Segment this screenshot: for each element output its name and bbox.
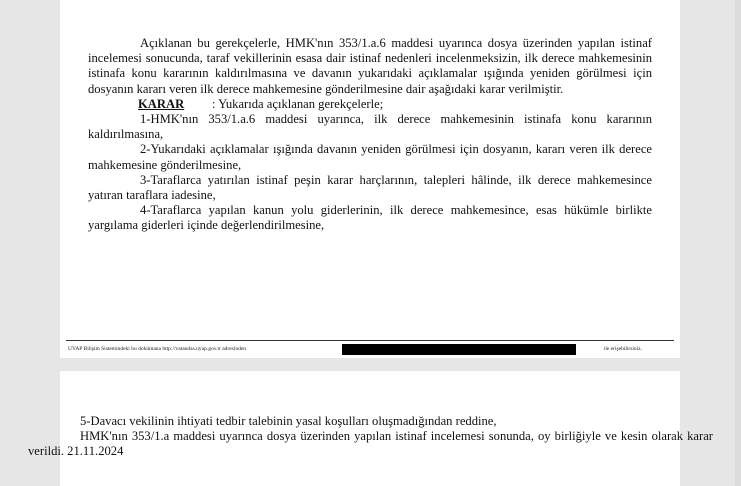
karar-text: : Yukarıda açıklanan gerekçelerle; (212, 96, 384, 111)
uyap-footer (68, 344, 672, 355)
decision-text (88, 36, 652, 234)
ruling-item-1: 1-HMK'nın 353/1.a.6 maddesi uyarınca, ilk derece mahkemesinin istinafa konu kararının kaldırılmasına, (88, 112, 652, 142)
footer-left-text: UYAP Bilişim Sistemindeki bu dokümana http://vatandas.uyap.gov.tr adresinden (68, 346, 247, 352)
page2-text (28, 414, 713, 460)
karar-heading: KARAR (138, 96, 185, 111)
redacted-code-box (342, 344, 576, 355)
document-page-1 (60, 0, 680, 358)
scrollbar-track[interactable] (735, 0, 741, 486)
footer-right-text: ile erişebilirsiniz. (603, 346, 642, 352)
footer-divider (66, 340, 674, 341)
ruling-item-2: 2-Yukarıdaki açıklamalar ışığında davanın yeniden görülmesi için dosyanın, kararı veren ilk derece mahkemesine gönderilmesine, (88, 142, 652, 172)
karar-line (88, 97, 652, 112)
ruling-item-3: 3-Taraflarca yatırılan istinaf peşin karar harçlarının, talepleri hâlinde, ilk derece mahkemesince yatıran taraflara iadesine, (88, 172, 652, 203)
ruling-item-5: 5-Davacı vekilinin ihtiyati tedbir talebinin yasal koşulları oluşmadığından reddine, (80, 414, 497, 428)
intro-paragraph: Açıklanan bu gerekçelerle, HMK'nın 353/1.a.6 maddesi uyarınca dosya üzerinden yapılan istinaf incelemesi sonucunda, taraf vekillerinin esasa dair istinaf nedenleri incelenmeksizin, ilk derece mahkemesinin istinafa konu kararının kaldırılmasına ve davanın yukarıdaki açıklamalar ışığında yeniden görülmesi için dosyanın kararı veren ilk derece mahkemesine gönderilmesine dair aşağıdaki karar verilmiştir. (88, 36, 652, 96)
closing-paragraph: HMK'nın 353/1.a maddesi uyarınca dosya üzerinden yapılan istinaf incelemesi sonunda, oy birliğiyle ve kesin olarak karar verildi. 21.11.2024 (28, 429, 713, 459)
ruling-item-4: 4-Taraflarca yapılan kanun yolu giderlerinin, ilk derece mahkemesince, esas hükümle birlikte yargılama giderleri içinde değerlendirilmesine, (88, 203, 652, 233)
